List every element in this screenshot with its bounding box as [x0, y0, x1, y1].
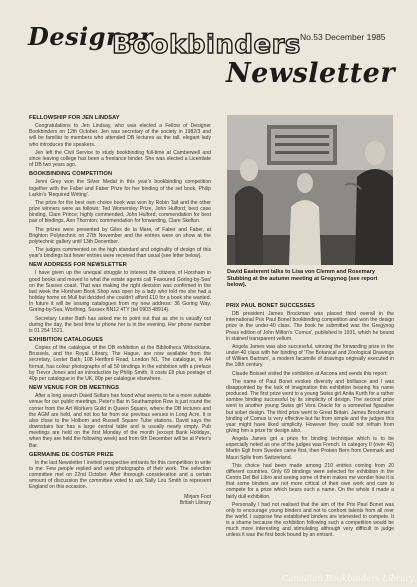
article-heading: FELLOWSHIP FOR JEN LINDSAY — [29, 115, 120, 121]
article-paragraph: In the last Newsletter I invited prospective entrants for this competition to write to me. Few people replied and sent photographs of their work. The selection committee met on 22nd October. After thorough consideration and a certain amount of discussion the committee voted to ask Sally Lou Smith to represent England on this occasion. — [29, 459, 211, 491]
article-paragraph: Congratulations to Jen Lindsay, who was elected a Fellow of Designer Bookbinders on 12th October. Jen was secretary of the society in 1982/3 and will be familiar to members who attended DB lectures as the tall, elegant lady who introduces the speakers. — [29, 123, 211, 148]
article-paragraph: Jenni Grey won the Silver Medal in this year's bookbinding competition together with the Faber and Faber Prize for her binding of the set book, Philip Larkin's 'Required Writing'. — [29, 179, 211, 198]
article-paragraph: Angela James was also successful, winning the forwarding prize in the under-40 class with her binding of 'The Botanical and Zoological Drawings of William Bartram', a modern facsimile of drawings originally executed in the 18th century. — [226, 343, 394, 369]
article-catalogues — [29, 337, 211, 382]
article-paragraph: Copies of the catalogue of the DB exhibition at the Bibliotheca Wittockiana, Brussels, and the Royal Library, The Hague, are now available from the secretary, Lester Bath, 108 Hertford Road, London N1. The catalogue, in A4 format, has colour photographs of all 50 bindings in the exhibition with a preface by Trevor Jones and an introduction by Philip Smith. It costs £8 plus postage of 40p per catalogue in the UK, 80p per catalogue elsewhere. — [29, 345, 211, 382]
article-heading: NEW VENUE FOR DB MEETINGS — [29, 385, 120, 392]
article-heading: EXHIBITION CATALOGUES — [29, 337, 103, 343]
article-fellowship — [29, 115, 211, 168]
masthead-bookbinders: Bookbinders — [112, 30, 301, 60]
watermark: Canadian Bookbinders Library — [282, 574, 415, 584]
signature — [29, 494, 211, 506]
article-paragraph: The name of Paul Bonet evokes diversity and brilliance and I was disappointed by the lack of imagination this exhibition bearing his name produced. The first prize went to a young Swiss girl Anita Kurth for a rather sombre binding successful by its simplicity of design. The second prize went to another young Swiss girl Vera Oracle for a somewhat figurative but sober design. The third prize went to Great Britain. James Brockman's binding of Comus is very effective but far from simple and the judges this year might have liked simplicity. However they could not refrain from giving him a prize for design also. — [226, 378, 394, 434]
article-paragraph: Jen left the Civil Service to study bookbinding full-time at Camberwell and since leaving college has been a freelance binder. She was elected a Licentiate of DB two years ago. — [29, 149, 211, 169]
article-paragraph: Personally I had not realised that the aim of the Prix Paul Bonet was only to encourage young binders and not to confront talents from all over the world. I suppose few established binders are interested to compete. It is a shame because the exhibition following such a competition would be much more interesting and stimulating although very difficult to judge unless it was the first book bound by an entrant. — [226, 501, 394, 539]
masthead-newsletter: Newsletter — [226, 58, 396, 89]
article-prix-paul-bonet — [226, 303, 394, 539]
issue-number: No.53 December 1985 — [300, 32, 386, 42]
article-paragraph: The prizes were presented by Giles de la Mare, of Faber and Faber, at Brighton Polytechnic on 27th November and the entries were on show at the polytechnic gallery until 13th December. — [29, 226, 211, 245]
article-coster-prize — [29, 452, 211, 506]
article-paragraph: Claude Boisset visited the exhibition at Ascona and sends this report: — [232, 370, 388, 377]
signature-name: Mirjam Foot — [184, 493, 211, 500]
article-heading: NEW ADDRESS FOR NEWSLETTER — [29, 262, 127, 269]
article-paragraph: Angela James got a prize for binding technique which is to be especially noted as one of the judges was French. In category II (over 40) Martin Egli from Sweden came first, then Protein Bern from Denmark and Mauri Splis from Switzerland. — [226, 436, 394, 461]
photo-caption: David Easterent talks to Lisa von Clemm and Rosemary Stubbing at the autumn meeting at Gregynog (see report below). — [227, 269, 378, 289]
masthead — [0, 0, 417, 110]
article-heading: GERMAINE DE COSTER PRIZE — [29, 451, 114, 458]
article-paragraph: The prize for the best own choice book was won by Robin Tait and the other prize winners were as follows: Ted Womersley Prize, John Hulford; best case binding, Clare Prince; highly commended, John Hulford; commendation for best pair of bindings, Ann Thornton; commendation for forwarding, Clare Skelton. — [29, 199, 211, 225]
article-paragraph: This choice had been made among 210 entries coming from 20 different countries. Only 69 bindings were selected for exhibition in the Centro Del Bel Libro and seeing some of them makes me wonder how it is that some binders are not more critical of their own work and care to compete for a prize which bears such a name. On the whole it made a fairly dull exhibition. — [226, 462, 394, 500]
left-column — [29, 112, 211, 506]
meeting-photo-image — [227, 115, 393, 265]
article-paragraph: DB president James Brockman was placed third overall in the international Prix Paul Bonet bookbinding competition and won the design prize in the under-40 class. The book he submitted was the Gregynog Press edition of John Milton's 'Comus', published in 1931, which he bound in stained transparent vellum. — [226, 311, 394, 342]
article-new-address — [29, 262, 211, 334]
article-heading: BOOKBINDING COMPETITION — [29, 171, 113, 178]
article-heading: PRIX PAUL BONET SUCCESSES — [226, 303, 316, 309]
masthead-designer: Designer — [28, 22, 153, 51]
article-paragraph: After a long search David Sellars has found what seems to be a more suitable venue for our public meetings. Peter's Bar in Southampton Row is just round the corner from the Art Workers Guild in Queen Square, where the DB lectures and the AGM are held, and not too far from our previous venues in Long Acre. It is also close to the Holborn and Russell Square Tube stations. David says the downstairs bar has a large central table and is usually nearly empty. Pub meetings are held on the first Monday of the month (except Bank Holidays, when they are held the following week) and from 6th December will be at Peter's Bar. — [29, 393, 211, 449]
article-paragraph: I have given up the unequal struggle to interest the citizens of Horsham in good books and moved to what the estate agents call 'Favoured Goring-by-Sea' on the Sussex coast. That was making the right decision was confirmed in the last week the Horsham Book Shop was open by a lady who told me she had a holiday home on Mull but decided she couldn't afford £10 for a book she wanted. In future it will be issuing catalogues from my new address: 36 Goring Way, Goring-by-Sea, Worthing, Sussex BN12 4TY (tel 0903 48914). — [29, 270, 211, 314]
article-competition — [29, 171, 211, 259]
article-paragraph: Secretary Lester Bath has asked me to point out that as she is usually out during the day, the best time to phone her is in the evening. Her phone number is 01 254 1521. — [29, 315, 211, 334]
signature-org: British Library — [179, 499, 211, 506]
right-column — [226, 300, 394, 541]
article-new-venue — [29, 385, 211, 449]
article-paragraph: The judges commented on the high standard and originality of design of this year's bindings but fewer entries were received than usual (see letter below). — [29, 246, 211, 260]
meeting-photo — [227, 115, 393, 265]
